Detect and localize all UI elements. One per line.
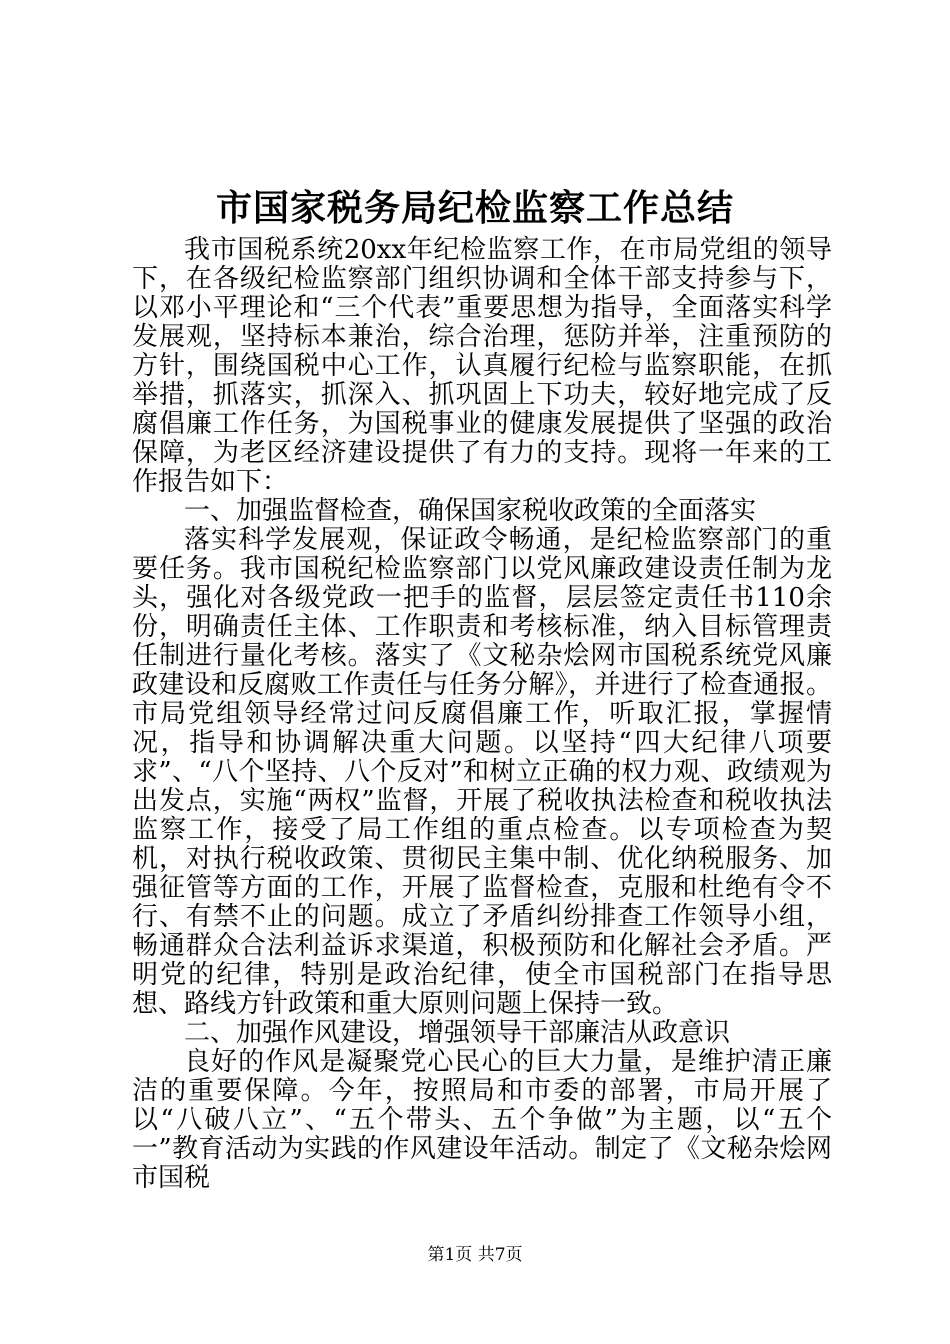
paragraph-section-1: 落实科学发展观，保证政令畅通，是纪检监察部门的重要任务。我市国税纪检监察部门以党风廉政建设责任制为龙头，强化对各级党政一把手的监督，层层签定责任书110余份，明确责任主体、工作职责和考核标准，纳入目标管理责任制进行量化考核。落实了《文秘杂烩网市国税系统党风廉政建设和反腐败工作责任与任务分解》，并进行了检查通报。市局党组领导经常过问反腐倡廉工作，听取汇报，掌握情况，指导和协调解决重大问题。以坚持“四大纪律八项要求”、“八个坚持、八个反对”和树立正确的权力观、政绩观为出发点，实施“两权”监督，开展了税收执法检查和税收执法监察工作，接受了局工作组的重点检查。以专项检查为契机，对执行税收政策、贯彻民主集中制、优化纳税服务、加强征管等方面的工作，开展了监督检查，克服和杜绝有令不行、有禁不止的问题。成立了矛盾纠纷排查工作领导小组，畅通群众合法利益诉求渠道，积极预防和化解社会矛盾。严明党的纪律，特别是政治纪律，使全市国税部门在指导思想、路线方针政策和重大原则问题上保持一致。 <box>132 525 832 1019</box>
document-body <box>132 236 832 1193</box>
paragraph-intro: 我市国税系统20xx年纪检监察工作，在市局党组的领导下，在各级纪检监察部门组织协调和全体干部支持参与下，以邓小平理论和“三个代表”重要思想为指导，全面落实科学发展观，坚持标本兼治，综合治理，惩防并举，注重预防的方针，围绕国税中心工作，认真履行纪检与监察职能，在抓举措，抓落实，抓深入、抓巩固上下功夫，较好地完成了反腐倡廉工作任务，为国税事业的健康发展提供了坚强的政治保障，为老区经济建设提供了有力的支持。现将一年来的工作报告如下： <box>132 235 832 497</box>
page-number-footer: 第1页 共7页 <box>427 1245 523 1265</box>
section-heading-1: 一、加强监督检查，确保国家税收政策的全面落实 <box>184 496 757 526</box>
section-heading-2: 二、加强作风建设，增强领导干部廉洁从政意识 <box>184 1018 731 1048</box>
document-title: 市国家税务局纪检监察工作总结 <box>215 187 734 229</box>
paragraph-section-2: 良好的作风是凝聚党心民心的巨大力量，是维护清正廉洁的重要保障。今年，按照局和市委的部署，市局开展了以“八破八立”、“五个带头、五个争做”为主题，以“五个一”教育活动为实践的作风建设年活动。制定了《文秘杂烩网市国税 <box>132 1047 832 1193</box>
